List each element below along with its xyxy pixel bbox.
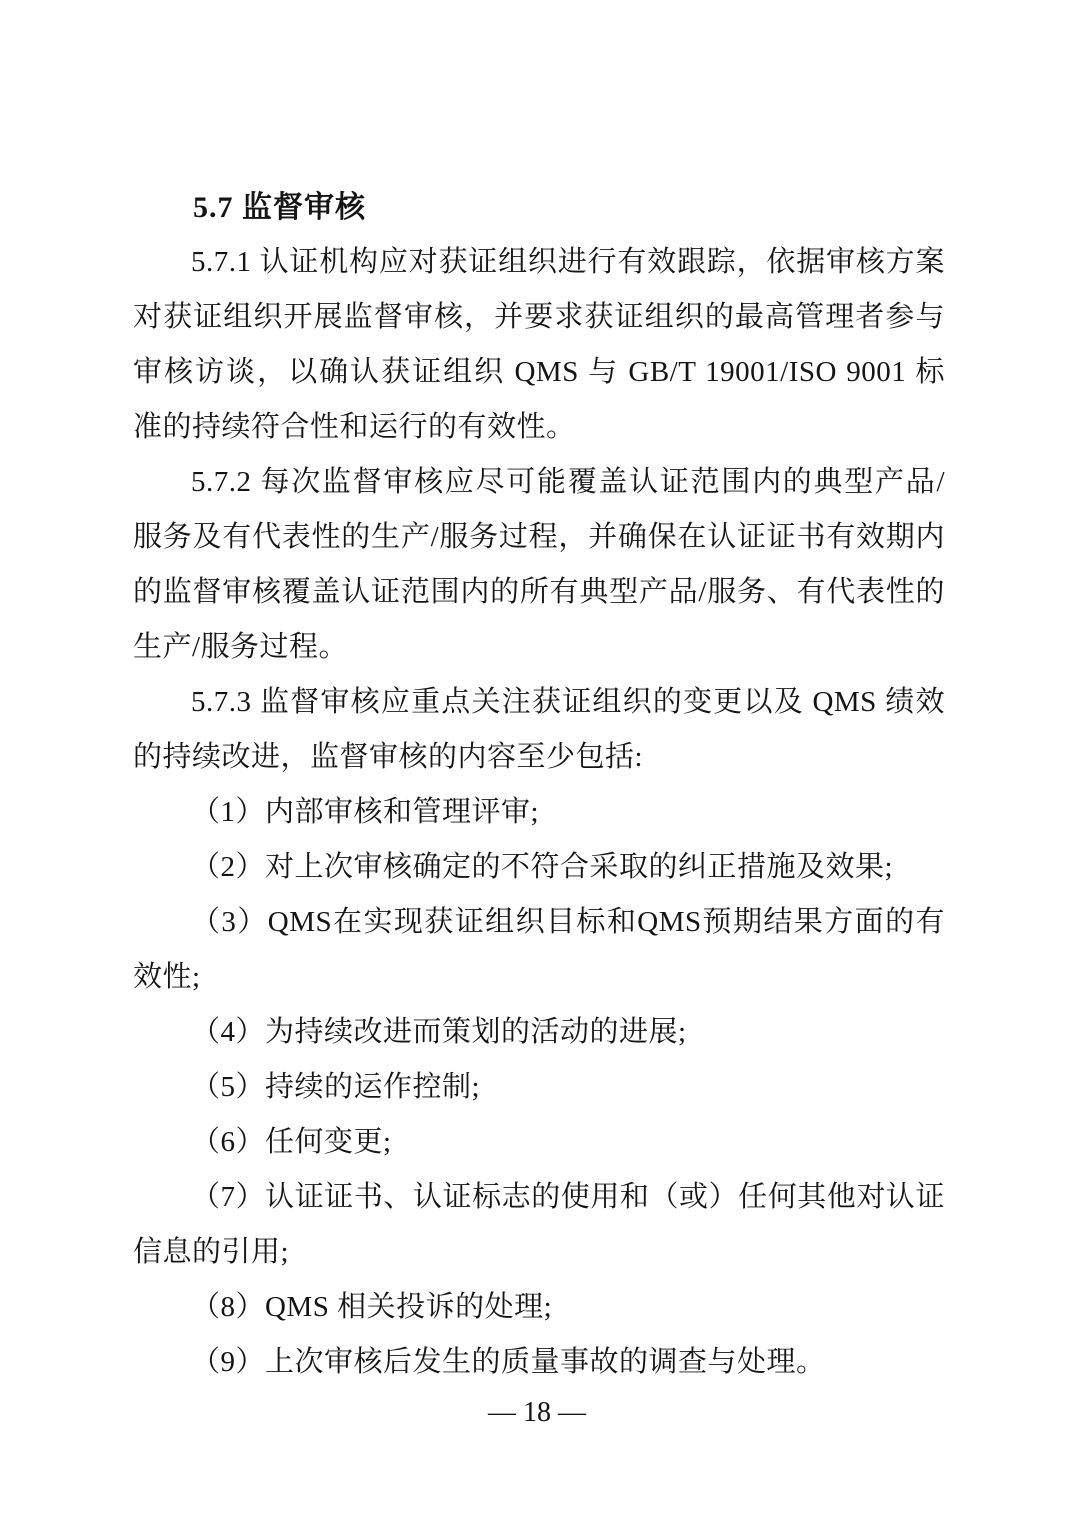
paragraph-5-7-2: 5.7.2 每次监督审核应尽可能覆盖认证范围内的典型产品/服务及有代表性的生产/服务过程，并确保在认证证书有效期内的监督审核覆盖认证范围内的所有典型产品/服务、有代表性的生产/服务过程。 (133, 466, 945, 663)
paragraph-5-7-3: 5.7.3 监督审核应重点关注获证组织的变更以及 QMS 绩效的持续改进，监督审核的内容至少包括: (133, 686, 945, 773)
list-item-8: （8）QMS 相关投诉的处理; (191, 1291, 553, 1323)
section-heading: 5.7 监督审核 (193, 191, 366, 224)
list-item-4: （4）为持续改进而策划的活动的进展; (191, 1016, 687, 1048)
paragraph-5-7-1: 5.7.1 认证机构应对获证组织进行有效跟踪，依据审核方案对获证组织开展监督审核，并要求获证组织的最高管理者参与审核访谈，以确认获证组织 QMS 与 GB/T 19001/ISO 9001 标准的持续符合性和运行的有效性。 (133, 246, 945, 443)
list-item-6: （6）任何变更; (191, 1126, 392, 1158)
list-item-9: （9）上次审核后发生的质量事故的调查与处理。 (191, 1346, 826, 1378)
list-item-3: （3）QMS在实现获证组织目标和QMS预期结果方面的有效性; (133, 906, 945, 993)
page-footer (0, 1385, 1074, 1440)
document-content (133, 180, 945, 1390)
list-item-5: （5）持续的运作控制; (191, 1071, 481, 1103)
list-item-7: （7）认证证书、认证标志的使用和（或）任何其他对认证信息的引用; (133, 1181, 945, 1268)
page-number: — 18 — (488, 1397, 586, 1428)
list-item-2: （2）对上次审核确定的不符合采取的纠正措施及效果; (191, 851, 894, 883)
list-item-1: （1）内部审核和管理评审; (191, 796, 540, 828)
